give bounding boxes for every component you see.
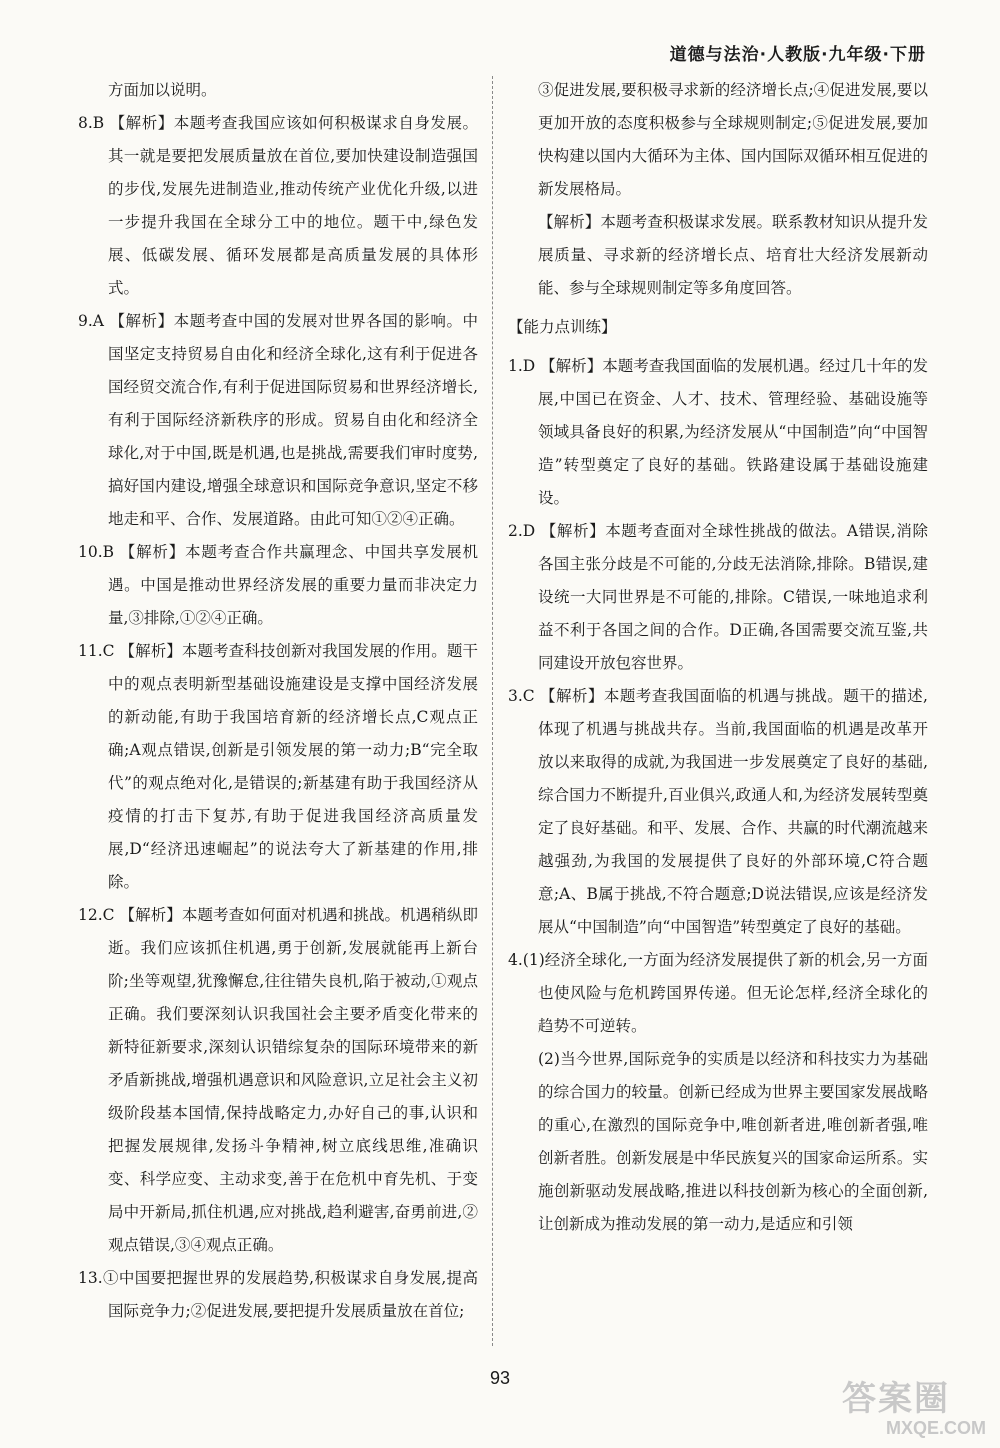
section-title: 【能力点训练】 [508,318,617,336]
answer-paragraph: 9.A 【解析】本题考查中国的发展对世界各国的影响。中国坚定支持贸易自由化和经济全球化,这有利于促进各国经贸交流合作,有利于促进国际贸易和世界经济增长,有利于国际经济新秩序的形成。贸易自由化和经济全球化,对于中国,既是机遇,也是挑战,需要我们审时度势,搞好国内建设,增强全球意识和国际竞争意识,坚定不移地走和平、合作、发展道路。由此可知①②④正确。 [78,312,478,528]
answer-paragraph: 11.C 【解析】本题考查科技创新对我国发展的作用。题干中的观点表明新型基础设施建设是支撑中国经济发展的新动能,有助于我国培育新的经济增长点,C观点正确;A观点错误,创新是引领发展的第一动力;B“完全取代”的观点绝对化,是错误的;新基建有助于我国经济从疫情的打击下复苏,有助于促进我国经济高质量发展,D“经济迅速崛起”的说法夸大了新基建的作用,排除。 [78,642,478,891]
answer-paragraph: 3.C 【解析】本题考查我国面临的机遇与挑战。题干的描述,体现了机遇与挑战共存。当前,我国面临的机遇是改革开放以来取得的成就,为我国进一步发展奠定了良好的基础,综合国力不断提升,百业俱兴,政通人和,为经济发展转型奠定了良好基础。和平、发展、合作、共赢的时代潮流越来越强劲,为我国的发展提供了良好的外部环境,C符合题意;A、B属于挑战,不符合题意;D说法错误,应该是经济发展从“中国制造”向“中国智造”转型奠定了良好的基础。 [508,687,928,936]
answer-paragraph: 12.C 【解析】本题考查如何面对机遇和挑战。机遇稍纵即逝。我们应该抓住机遇,勇于创新,发展就能再上新台阶;坐等观望,犹豫懈怠,往往错失良机,陷于被动,①观点正确。我们要深刻认识我国社会主要矛盾变化带来的新特征新要求,深刻认识错综复杂的国际环境带来的新矛盾新挑战,增强机遇意识和风险意识,立足社会主义初级阶段基本国情,保持战略定力,办好自己的事,认识和把握发展规律,发扬斗争精神,树立底线思维,准确识变、科学应变、主动求变,善于在危机中育先机、于变局中开新局,抓住机遇,应对挑战,趋利避害,奋勇前进,②观点错误,③④观点正确。 [78,906,478,1254]
answer-paragraph: 【解析】本题考查积极谋求发展。联系教材知识从提升发展质量、寻求新的经济增长点、培育壮大经济发展新动能、参与全球规则制定等多角度回答。 [538,213,928,297]
right-column [508,74,928,1241]
answer-paragraph: 方面加以说明。 [108,81,217,99]
answer-paragraph: 8.B 【解析】本题考查我国应该如何积极谋求自身发展。其一就是要把发展质量放在首位,要加快建设制造强国的步伐,发展先进制造业,推动传统产业优化升级,以进一步提升我国在全球分工中的地位。题干中,绿色发展、低碳发展、循环发展都是高质量发展的具体形式。 [78,114,478,297]
answer-paragraph: 10.B 【解析】本题考查合作共赢理念、中国共享发展机遇。中国是推动世界经济发展的重要力量而非决定力量,③排除,①②④正确。 [78,543,478,627]
watermark-text-en: MXQE.COM [885,1418,986,1438]
left-column [78,74,478,1328]
answer-paragraph: 13.①中国要把握世界的发展趋势,积极谋求自身发展,提高国际竞争力;②促进发展,要把提升发展质量放在首位; [78,1269,478,1320]
page-header: 道德与法治·人教版·九年级·下册 [669,45,926,65]
answer-paragraph: 4.(1)经济全球化,一方面为经济发展提供了新的机会,另一方面也使风险与危机跨国界传递。但无论怎样,经济全球化的趋势不可逆转。 [508,951,928,1035]
column-divider [492,76,493,1346]
answer-paragraph: 1.D 【解析】本题考查我国面临的发展机遇。经过几十年的发展,中国已在资金、人才、技术、管理经验、基础设施等领域具备良好的积累,为经济发展从“中国制造”向“中国智造”转型奠定了良好的基础。铁路建设属于基础设施建设。 [508,357,928,507]
watermark-logo [842,1380,992,1440]
answer-paragraph: (2)当今世界,国际竞争的实质是以经济和科技实力为基础的综合国力的较量。创新已经成为世界主要国家发展战略的重心,在激烈的国际竞争中,唯创新者进,唯创新者强,唯创新者胜。创新发展是中华民族复兴的国家命运所系。实施创新驱动发展战略,推进以科技创新为核心的全面创新,让创新成为推动发展的第一动力,是适应和引领 [538,1050,928,1233]
page-number: 93 [489,1368,511,1388]
answer-paragraph: 2.D 【解析】本题考查面对全球性挑战的做法。A错误,消除各国主张分歧是不可能的,分歧无法消除,排除。B错误,建设统一大同世界是不可能的,排除。C错误,一味地追求利益不利于各国之间的合作。D正确,各国需要交流互鉴,共同建设开放包容世界。 [508,522,928,672]
answer-paragraph: ③促进发展,要积极寻求新的经济增长点;④促进发展,要以更加开放的态度积极参与全球规则制定;⑤促进发展,要加快构建以国内大循环为主体、国内国际双循环相互促进的新发展格局。 [538,81,928,198]
watermark-text-cn: 答案圈 [842,1380,950,1418]
